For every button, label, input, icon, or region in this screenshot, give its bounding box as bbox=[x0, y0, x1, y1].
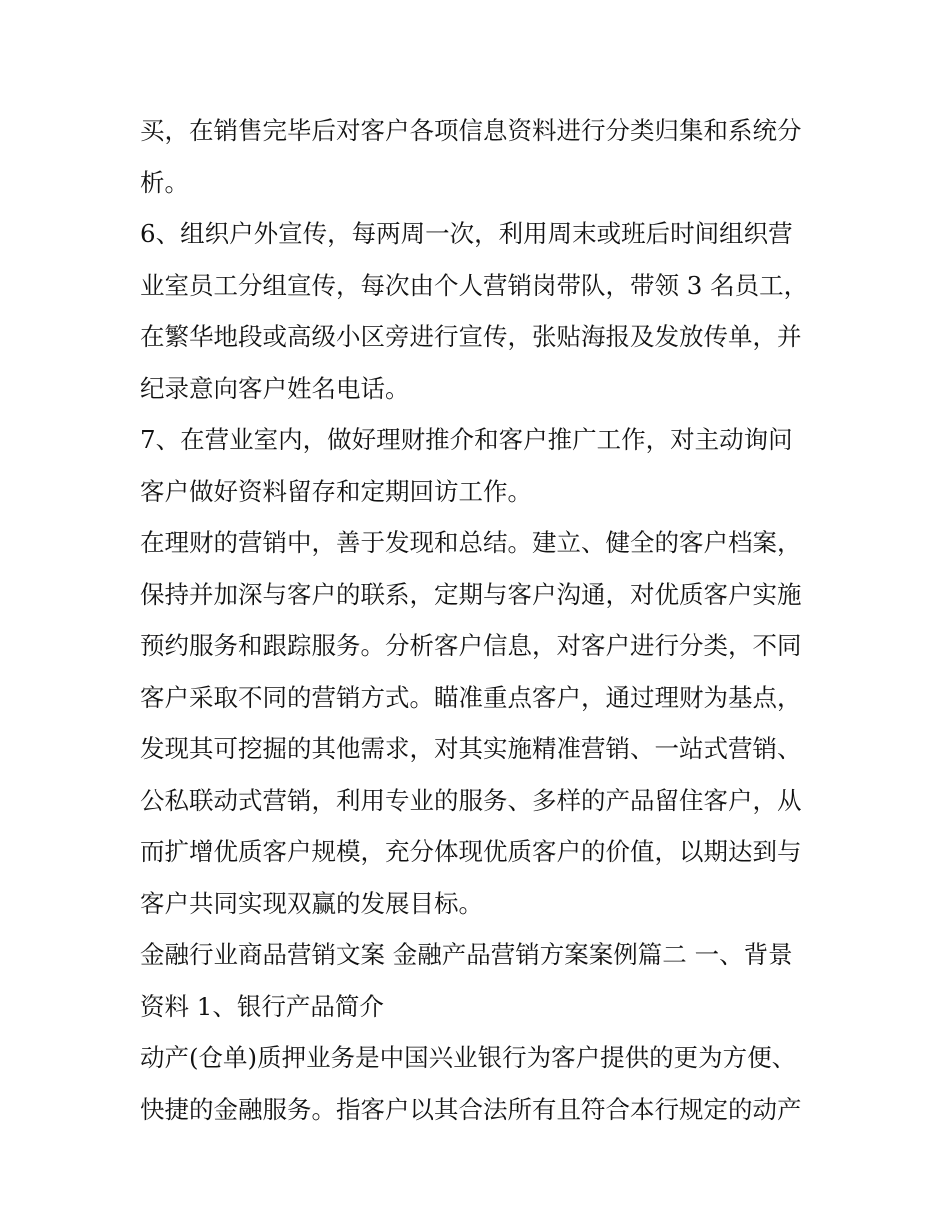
text-line-17: 金融行业商品营销文案 金融产品营销方案案例篇二 一、背景 bbox=[140, 940, 793, 969]
text-line-14: 公私联动式营销，利用专业的服务、多样的产品留住客户，从 bbox=[140, 785, 802, 815]
text-line-1: 买，在销售完毕后对客户各项信息资料进行分类归集和系统分 bbox=[140, 116, 802, 145]
text-line-7: 7、在营业室内，做好理财推介和客户推广工作，对主动询问 bbox=[140, 425, 793, 454]
text-line-6: 纪录意向客户姓名电话。 bbox=[140, 373, 410, 403]
body-text bbox=[140, 105, 820, 1135]
text-line-8: 客户做好资料留存和定期回访工作。 bbox=[140, 476, 532, 506]
text-line-16: 客户共同实现双赢的发展目标。 bbox=[140, 888, 483, 918]
text-line-10: 保持并加深与客户的联系，定期与客户沟通，对优质客户实施 bbox=[140, 579, 802, 609]
text-line-9: 在理财的营销中，善于发现和总结。建立、健全的客户档案， bbox=[140, 528, 802, 557]
text-line-13: 发现其可挖掘的其他需求，对其实施精准营销、一站式营销、 bbox=[140, 734, 802, 763]
text-line-12: 客户采取不同的营销方式。瞄准重点客户，通过理财为基点， bbox=[140, 682, 802, 712]
text-line-15: 而扩增优质客户规模，充分体现优质客户的价值，以期达到与 bbox=[140, 837, 802, 866]
text-line-4: 业室员工分组宣传，每次由个人营销岗带队，带领 3 名员工， bbox=[140, 270, 809, 300]
text-line-5: 在繁华地段或高级小区旁进行宣传，张贴海报及发放传单，并 bbox=[140, 322, 802, 351]
text-line-2: 析。 bbox=[140, 167, 189, 197]
text-line-20: 快捷的金融服务。指客户以其合法所有且符合本行规定的动产 bbox=[140, 1094, 802, 1124]
text-line-3: 6、组织户外宣传，每两周一次，利用周末或班后时间组织营 bbox=[140, 219, 793, 248]
text-line-18: 资料 1、银行产品简介 bbox=[140, 991, 384, 1021]
text-line-19: 动产(仓单)质押业务是中国兴业银行为客户提供的更为方便、 bbox=[140, 1043, 797, 1072]
text-line-11: 预约服务和跟踪服务。分析客户信息，对客户进行分类，不同 bbox=[140, 631, 802, 660]
